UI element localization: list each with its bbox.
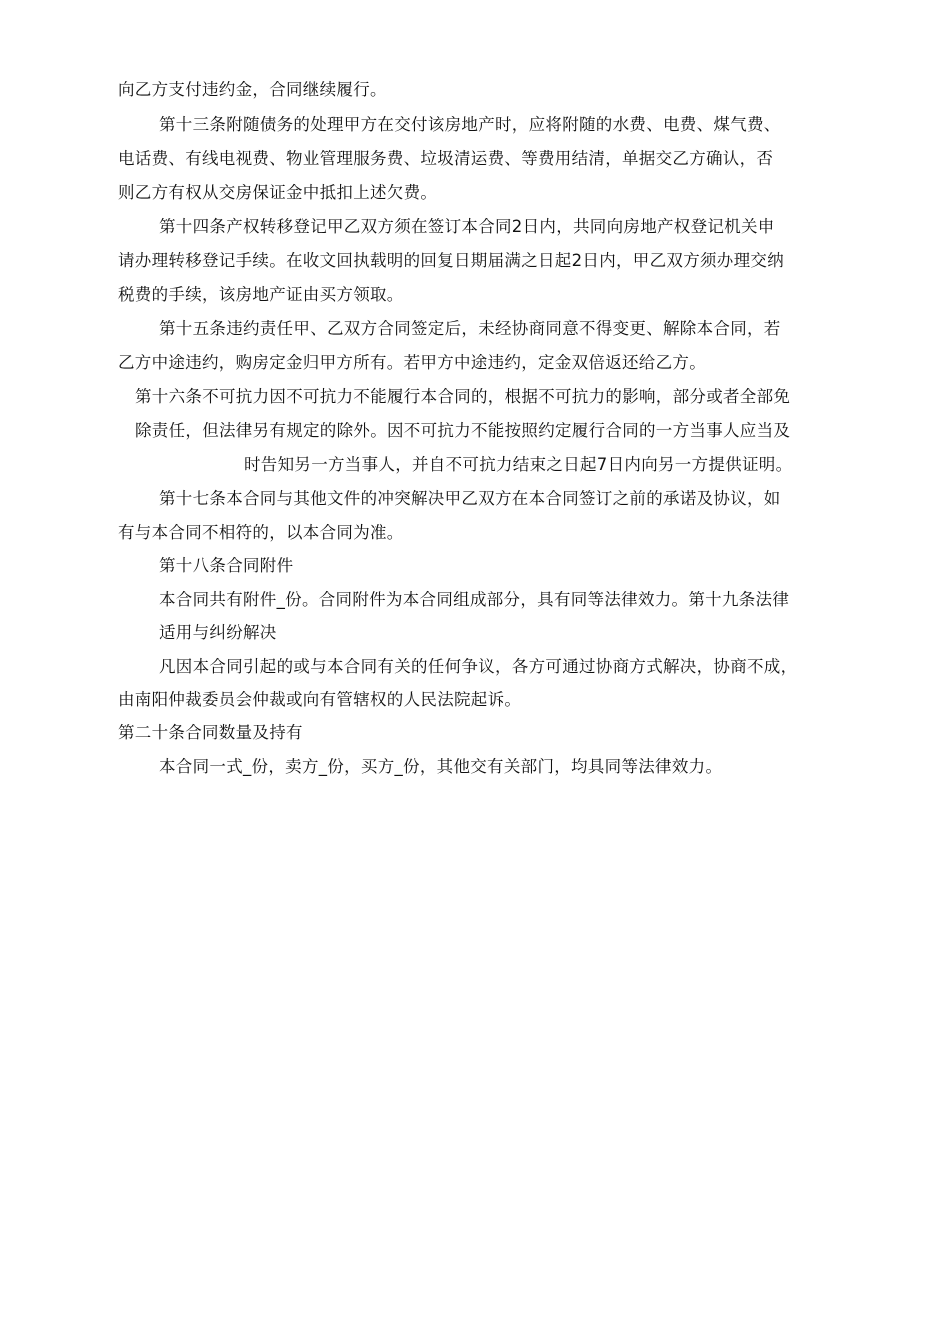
text-line: 税费的手续，该房地产证由买方领取。	[118, 285, 404, 304]
text-line: 第十八条合同附件	[159, 556, 294, 575]
text-line: 第十三条附随债务的处理甲方在交付该房地产时，应将附随的水费、电费、煤气费、	[159, 115, 781, 134]
text-line: 本合同一式_份，卖方_份，买方_份，其他交有关部门，均具同等法律效力。	[159, 757, 723, 776]
text-line: 时告知另一方当事人，并自不可抗力结束之日起7日内向另一方提供证明。	[244, 455, 793, 474]
text-line: 有与本合同不相符的，以本合同为准。	[118, 523, 404, 542]
text-line: 适用与纠纷解决	[159, 623, 277, 642]
text-line: 第十六条不可抗力因不可抗力不能履行本合同的，根据不可抗力的影响，部分或者全部免	[135, 387, 791, 406]
text-line: 乙方中途违约，购房定金归甲方所有。若甲方中途违约，定金双倍返还给乙方。	[118, 353, 706, 372]
text-line: 除责任，但法律另有规定的除外。因不可抗力不能按照约定履行合同的一方当事人应当及	[135, 421, 791, 440]
text-line: 第十七条本合同与其他文件的冲突解决甲乙双方在本合同签订之前的承诺及协议，如	[159, 489, 781, 508]
text-line: 则乙方有权从交房保证金中抵扣上述欠费。	[118, 183, 438, 202]
text-line: 请办理转移登记手续。在收文回执载明的回复日期届满之日起2日内，甲乙双方须办理交纳	[118, 251, 784, 270]
text-line: 电话费、有线电视费、物业管理服务费、垃圾清运费、等费用结清，单据交乙方确认，否	[118, 149, 774, 168]
text-line: 本合同共有附件_份。合同附件为本合同组成部分，具有同等法律效力。第十九条法律	[159, 590, 790, 609]
text-line: 第十五条违约责任甲、乙双方合同签定后，未经协商同意不得变更、解除本合同，若	[159, 319, 781, 338]
text-line: 第二十条合同数量及持有	[118, 723, 303, 742]
text-line: 由南阳仲裁委员会仲裁或向有管辖权的人民法院起诉。	[118, 690, 522, 709]
text-line: 向乙方支付违约金，合同继续履行。	[118, 80, 387, 99]
text-line: 第十四条产权转移登记甲乙双方须在签订本合同2日内，共同向房地产权登记机关申	[159, 217, 775, 236]
text-line: 凡因本合同引起的或与本合同有关的任何争议，各方可通过协商方式解决，协商不成，	[159, 657, 798, 676]
